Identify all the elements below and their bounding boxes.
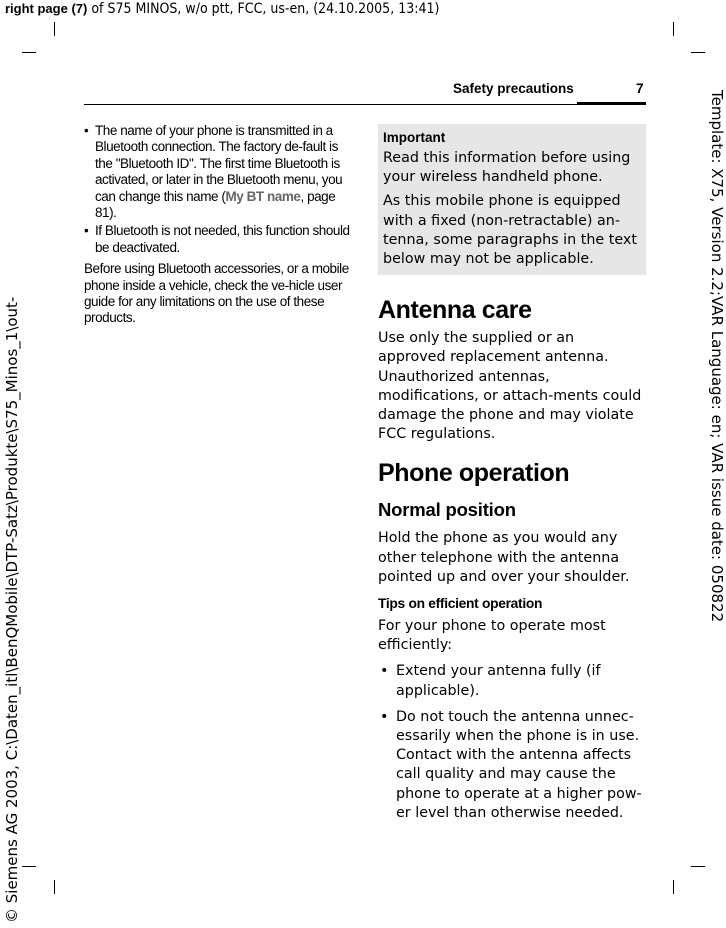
- list-item-text-end: , page 81).: [95, 188, 336, 221]
- slug-label: right page (7): [5, 1, 88, 16]
- section-title: Safety precautions: [453, 81, 574, 96]
- crop-mark: [54, 22, 55, 36]
- header-rule: [84, 104, 646, 105]
- antenna-care-heading: Antenna care: [378, 296, 532, 325]
- cross-reference: My BT name: [225, 188, 301, 204]
- copyright-path-text: © Siemens AG 2003, C:\Daten_itl\BenQMobile\DTP-Satz\Produkte\S75_Minos_1\out-: [3, 296, 21, 923]
- crop-mark: [673, 880, 674, 894]
- list-item-text: If Bluetooth is not needed, this function should be deactivated.: [95, 223, 350, 255]
- print-slug: [5, 0, 439, 18]
- list-item-text: Extend your antenna fully (if applicable).: [396, 663, 601, 699]
- notice-title: Important: [383, 130, 446, 145]
- list-item-text: The name of your phone is transmitted in a Bluetooth connection. The factory de-fault is the "Bluetooth ID". The first time Bluetooth is activated, or later in the Bluetooth menu, you can change this name (: [95, 123, 343, 204]
- crop-mark: [22, 866, 36, 867]
- tips-heading: Tips on efficient operation: [378, 596, 543, 612]
- left-column: [84, 123, 354, 327]
- crop-mark: [22, 52, 36, 53]
- crop-mark: [691, 52, 705, 53]
- template-info: [707, 90, 726, 890]
- tips-intro: For your phone to operate most efficiently:: [378, 618, 606, 654]
- right-column: [378, 124, 646, 830]
- bluetooth-paragraph: Before using Bluetooth accessories, or a mobile phone inside a vehicle, check the ve-hicle user guide for any limitations on the use of these products.: [84, 261, 349, 326]
- bluetooth-list: [84, 123, 354, 256]
- copyright-path: [0, 90, 24, 925]
- list-item: [378, 662, 646, 700]
- notice-paragraph: As this mobile phone is equipped with a fixed (non-retractable) an-tenna, some paragraphs in the text below may not be applicable.: [383, 193, 637, 268]
- antenna-care-text: Use only the supplied or an approved replacement antenna. Unauthorized antennas, modifications, or attach-ments could damage the phone and may violate FCC regulations.: [378, 330, 642, 443]
- list-item-text: Do not touch the antenna unnec-essarily when the phone is in use. Contact with the antenna affects call quality and may cause the phone to operate at a higher pow-er level than otherwise needed.: [396, 708, 642, 821]
- crop-mark: [691, 866, 705, 867]
- bullet: •: [380, 708, 389, 725]
- list-item: [84, 123, 354, 221]
- list-item: [84, 223, 354, 256]
- crop-mark: [673, 22, 674, 36]
- bullet: •: [380, 663, 389, 680]
- list-item: [378, 708, 646, 823]
- important-notice: [378, 124, 646, 275]
- template-info-text: Template: X75, Version 2.2;VAR Language: en; VAR issue date: 050822: [708, 90, 726, 623]
- normal-position-heading: Normal position: [378, 499, 516, 521]
- phone-operation-heading: Phone operation: [378, 459, 570, 488]
- normal-position-text: Hold the phone as you would any other telephone with the antenna pointed up and over your shoulder.: [378, 530, 630, 585]
- bullet: •: [84, 223, 89, 239]
- slug-text: of S75 MINOS, w/o ptt, FCC, us-en, (24.10.2005, 13:41): [87, 1, 440, 17]
- page-number: 7: [636, 81, 644, 96]
- header-tab-bar: [577, 102, 646, 105]
- bullet: •: [84, 123, 89, 138]
- crop-mark: [54, 880, 55, 894]
- notice-paragraph: Read this information before using your wireless handheld phone.: [383, 150, 631, 186]
- tips-list: [378, 662, 646, 823]
